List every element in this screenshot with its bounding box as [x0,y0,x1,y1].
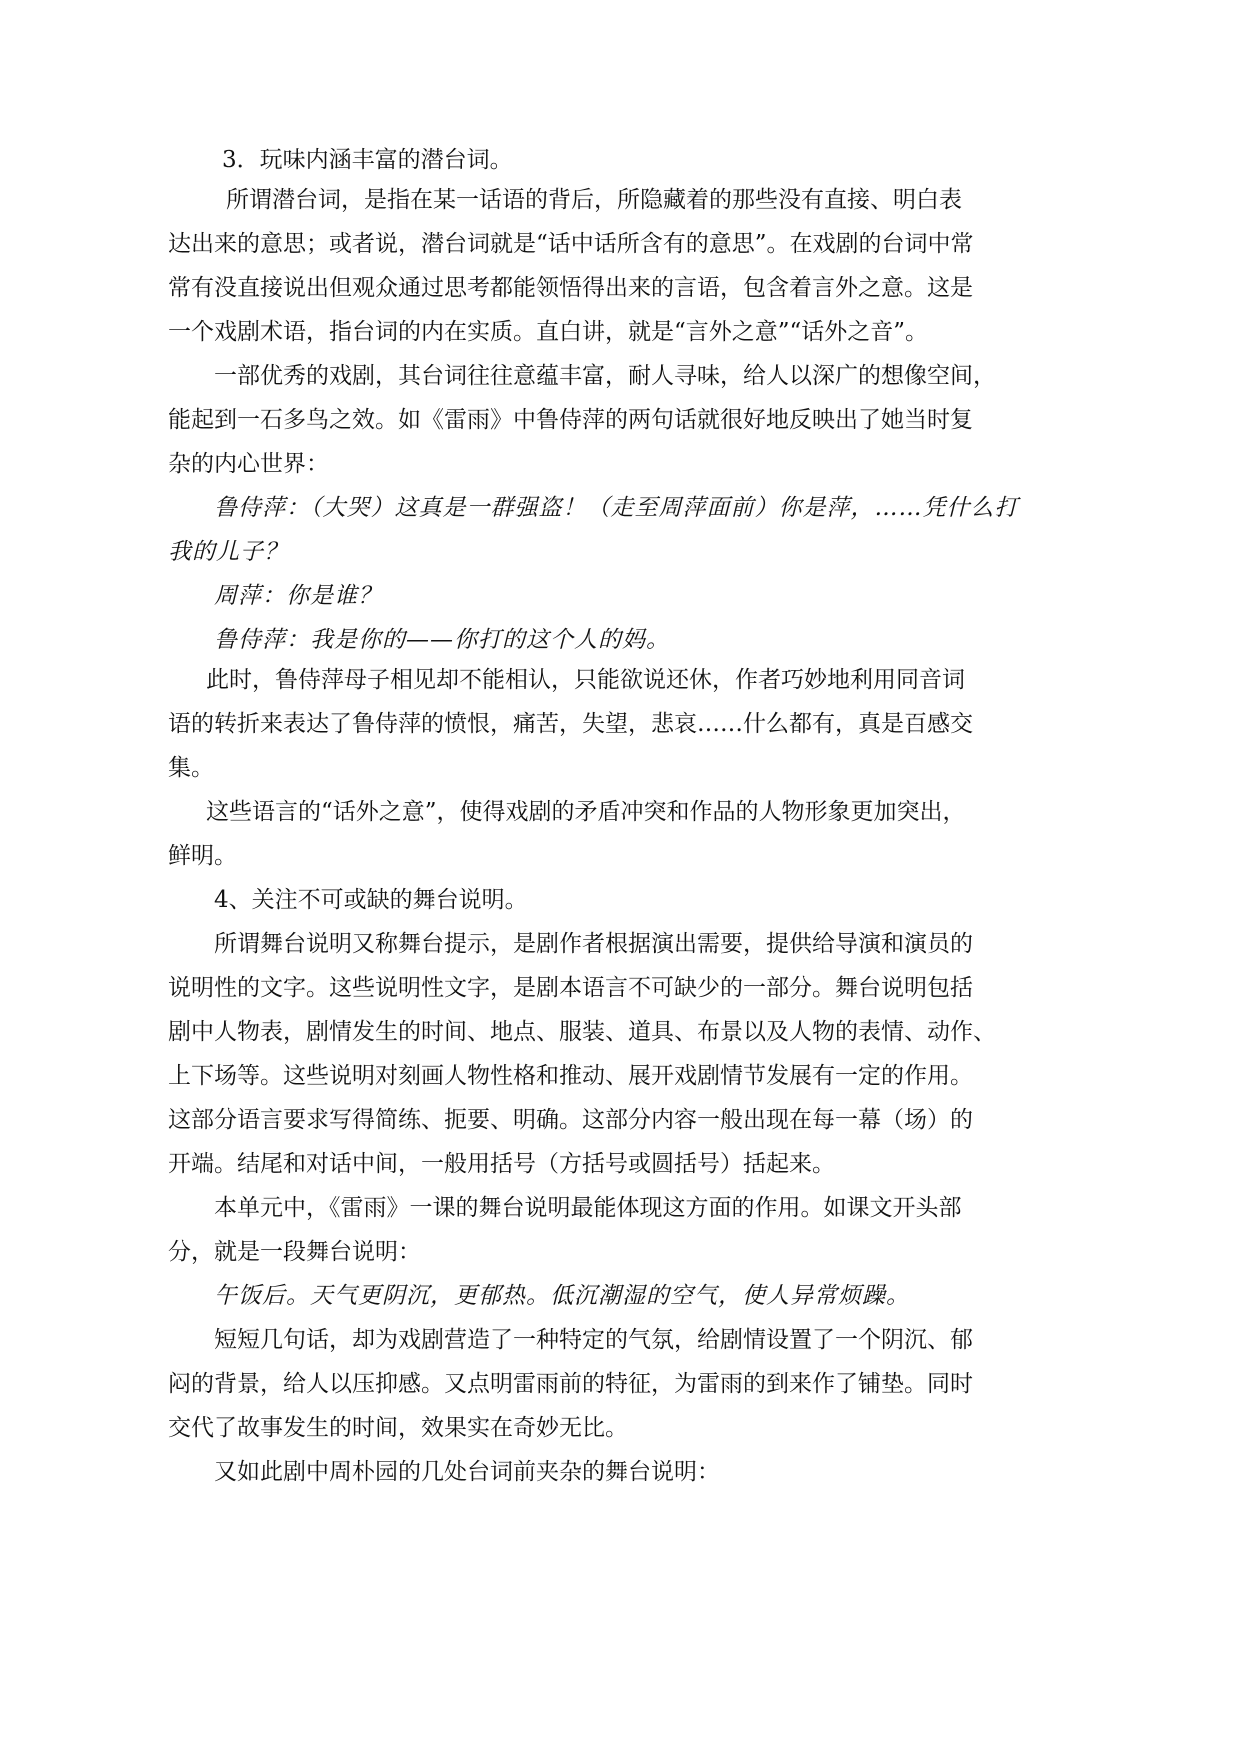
paragraph-line: 剧中人物表，剧情发生的时间、地点、服装、道具、布景以及人物的表情、动作、 [168,1019,996,1045]
paragraph-line: 一部优秀的戏剧，其台词往往意蕴丰富，耐人寻味，给人以深广的想像空间， [214,363,996,389]
quoted-stage-direction: 午饭后。天气更阴沉，更郁热。低沉潮湿的空气，使人异常烦躁。 [214,1283,910,1309]
section-heading-4: 4、关注不可或缺的舞台说明。 [214,887,528,913]
paragraph-line: 常有没直接说出但观众通过思考都能领悟得出来的言语，包含着言外之意。这是 [168,275,973,301]
quoted-dialogue-line: 鲁侍萍：我是你的——你打的这个人的妈。 [214,627,670,653]
paragraph-line: 鲜明。 [168,843,237,869]
paragraph-line: 分，就是一段舞台说明： [168,1239,421,1265]
paragraph-line: 语的转折来表达了鲁侍萍的愤恨，痛苦，失望，悲哀……什么都有，真是百感交 [168,711,973,737]
paragraph-line: 本单元中，《雷雨》一课的舞台说明最能体现这方面的作用。如课文开头部 [214,1195,962,1221]
quoted-dialogue-line: 周萍：你是谁？ [214,583,382,609]
section-heading-3: 3．玩味内涵丰富的潜台词。 [222,147,513,173]
paragraph-line: 开端。结尾和对话中间，一般用括号（方括号或圆括号）括起来。 [168,1151,835,1177]
paragraph-line: 这部分语言要求写得简练、扼要、明确。这部分内容一般出现在每一幕（场）的 [168,1107,973,1133]
quoted-dialogue-line: 鲁侍萍：（大哭）这真是一群强盗！（走至周萍面前）你是萍，……凭什么打 [214,495,1019,521]
paragraph-line: 一个戏剧术语，指台词的内在实质。直白讲，就是“言外之意”“话外之音”。 [168,319,929,345]
paragraph-line: 又如此剧中周朴园的几处台词前夹杂的舞台说明： [214,1459,720,1485]
paragraph-line: 上下场等。这些说明对刻画人物性格和推动、展开戏剧情节发展有一定的作用。 [168,1063,973,1089]
paragraph-line: 所谓舞台说明又称舞台提示，是剧作者根据演出需要，提供给导演和演员的 [214,931,973,957]
paragraph-line: 达出来的意思；或者说，潜台词就是“话中话所含有的意思”。在戏剧的台词中常 [168,231,974,257]
paragraph-line: 能起到一石多鸟之效。如《雷雨》中鲁侍萍的两句话就很好地反映出了她当时复 [168,407,973,433]
paragraph-line: 集。 [168,755,214,781]
paragraph-line: 短短几句话，却为戏剧营造了一种特定的气氛，给剧情设置了一个阴沉、郁 [214,1327,973,1353]
paragraph-line: 此时，鲁侍萍母子相见却不能相认，只能欲说还休，作者巧妙地利用同音词 [206,667,965,693]
quoted-dialogue-line: 我的儿子？ [168,539,288,565]
paragraph-line: 所谓潜台词，是指在某一话语的背后，所隐藏着的那些没有直接、明白表 [226,187,962,213]
paragraph-line: 这些语言的“话外之意”，使得戏剧的矛盾冲突和作品的人物形象更加突出， [206,799,966,825]
paragraph-line: 杂的内心世界： [168,451,329,477]
paragraph-line: 说明性的文字。这些说明性文字，是剧本语言不可缺少的一部分。舞台说明包括 [168,975,973,1001]
paragraph-line: 交代了故事发生的时间，效果实在奇妙无比。 [168,1415,628,1441]
paragraph-line: 闷的背景，给人以压抑感。又点明雷雨前的特征，为雷雨的到来作了铺垫。同时 [168,1371,973,1397]
